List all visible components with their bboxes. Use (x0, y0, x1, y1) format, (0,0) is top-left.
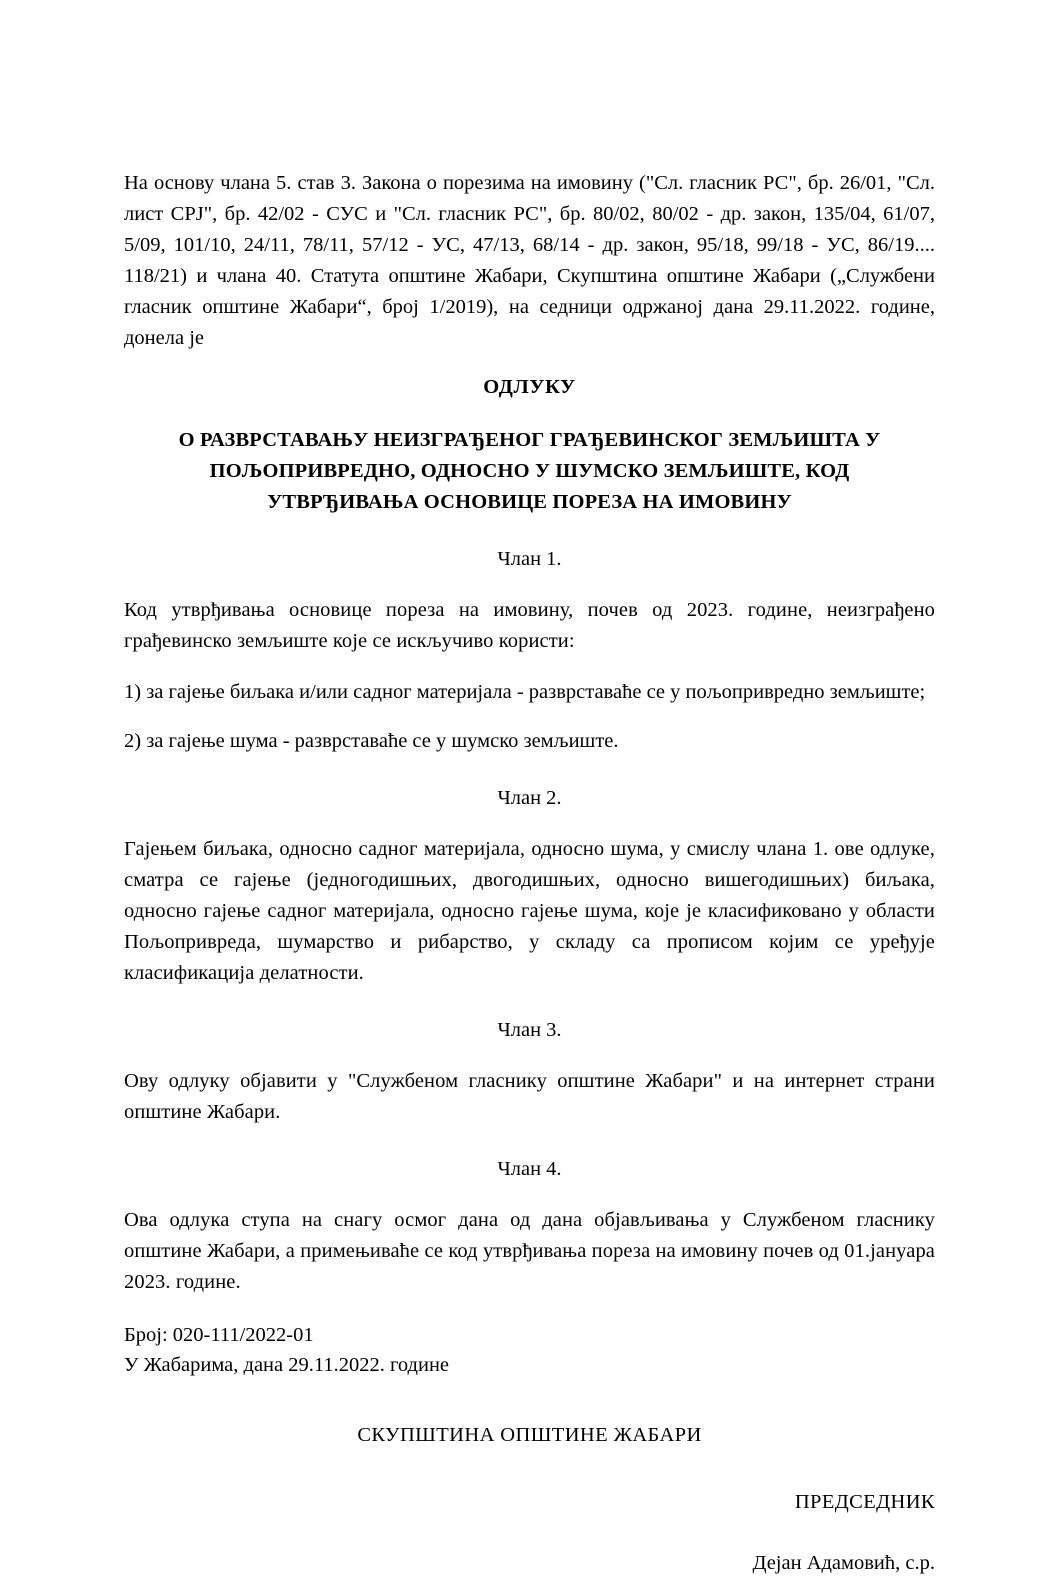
article-1-list-item-2: 2) за гајење шума - разврставаће се у шумско земљиште. (124, 730, 619, 752)
place-and-date: У Жабарима, дана 29.11.2022. године (124, 1354, 450, 1376)
article-heading-1: Члан 1. (497, 548, 562, 570)
decision-title-line-1: О РАЗВРСТАВАЊУ НЕИЗГРАЂЕНОГ ГРАЂЕВИНСКОГ ЗЕМЉИШТА У (178, 429, 881, 451)
article-heading-2: Члан 2. (497, 787, 562, 809)
article-heading-3: Члан 3. (497, 1019, 562, 1041)
document-content (124, 168, 935, 1579)
article-body-2: Гајењем биљака, односно садног материјала, односно шума, у смислу члана 1. ове одлуке, сматра се гајење (једногодишњих, двогодишњих, односно вишегодишњих) биљака, односно гајење садног материјала, односно гајење шума, које је класификовано у области Пољопривреда, шумарство и рибарство, у складу са прописом којим се уређује класификација делатности. (124, 838, 935, 984)
article-body-1: Код утврђивања основице пореза на имовину, почев од 2023. године, неизграђено грађевинско земљиште које се искључиво користи: (124, 599, 935, 652)
signature-block (124, 1487, 935, 1579)
assembly-name: СКУПШТИНА ОПШТИНЕ ЖАБАРИ (357, 1424, 702, 1446)
article-heading-4: Члан 4. (497, 1158, 562, 1180)
decision-title-line-2: ПОЉОПРИВРЕДНО, ОДНОСНО У ШУМСКО ЗЕМЉИШТЕ, КОД (209, 460, 850, 482)
article-body-4: Ова одлука ступа на снагу осмог дана од дана објављивања у Службеном гласнику општине Жабари, а примењиваће се код утврђивања пореза на имовину почев од 01.јануара 2023. године. (124, 1209, 935, 1293)
footer-reference-block (124, 1320, 935, 1380)
signatory-role: ПРЕДСЕДНИК (794, 1491, 935, 1513)
intro-paragraph: На основу члана 5. став 3. Закона о порезима на имовину ("Сл. гласник РС", бр. 26/01, "Сл. лист СРЈ", бр. 42/02 - СУС и "Сл. гласник РС", бр. 80/02, 80/02 - др. закон, 135/04, 61/07, 5/09, 101/10, 24/11, 78/11, 57/12 - УС, 47/13, 68/14 - др. закон, 95/18, 99/18 - УС, 86/19.... 118/21) и члана 40. Статута општине Жабари, Скупштина општине Жабари („Службени гласник општине Жабари“, број 1/2019), на седници одржаној дана 29.11.2022. године, донела је (124, 172, 935, 349)
decision-word-heading: ОДЛУКУ (483, 376, 576, 398)
article-body-3: Ову одлуку објавити у "Службеном гласнику општине Жабари" и на интернет страни општине Жабари. (124, 1070, 935, 1123)
decision-title-line-3: УТВРЂИВАЊА ОСНОВИЦЕ ПОРЕЗА НА ИМОВИНУ (267, 491, 792, 513)
signatory-name: Дејан Адамовић, с.р. (752, 1552, 935, 1574)
document-number: Број: 020-111/2022-01 (124, 1324, 314, 1346)
decision-title (124, 425, 935, 518)
article-1-list-item-1: 1) за гајење биљака и/или садног материјала - разврставаће се у пољопривредно земљиште; (124, 681, 926, 703)
